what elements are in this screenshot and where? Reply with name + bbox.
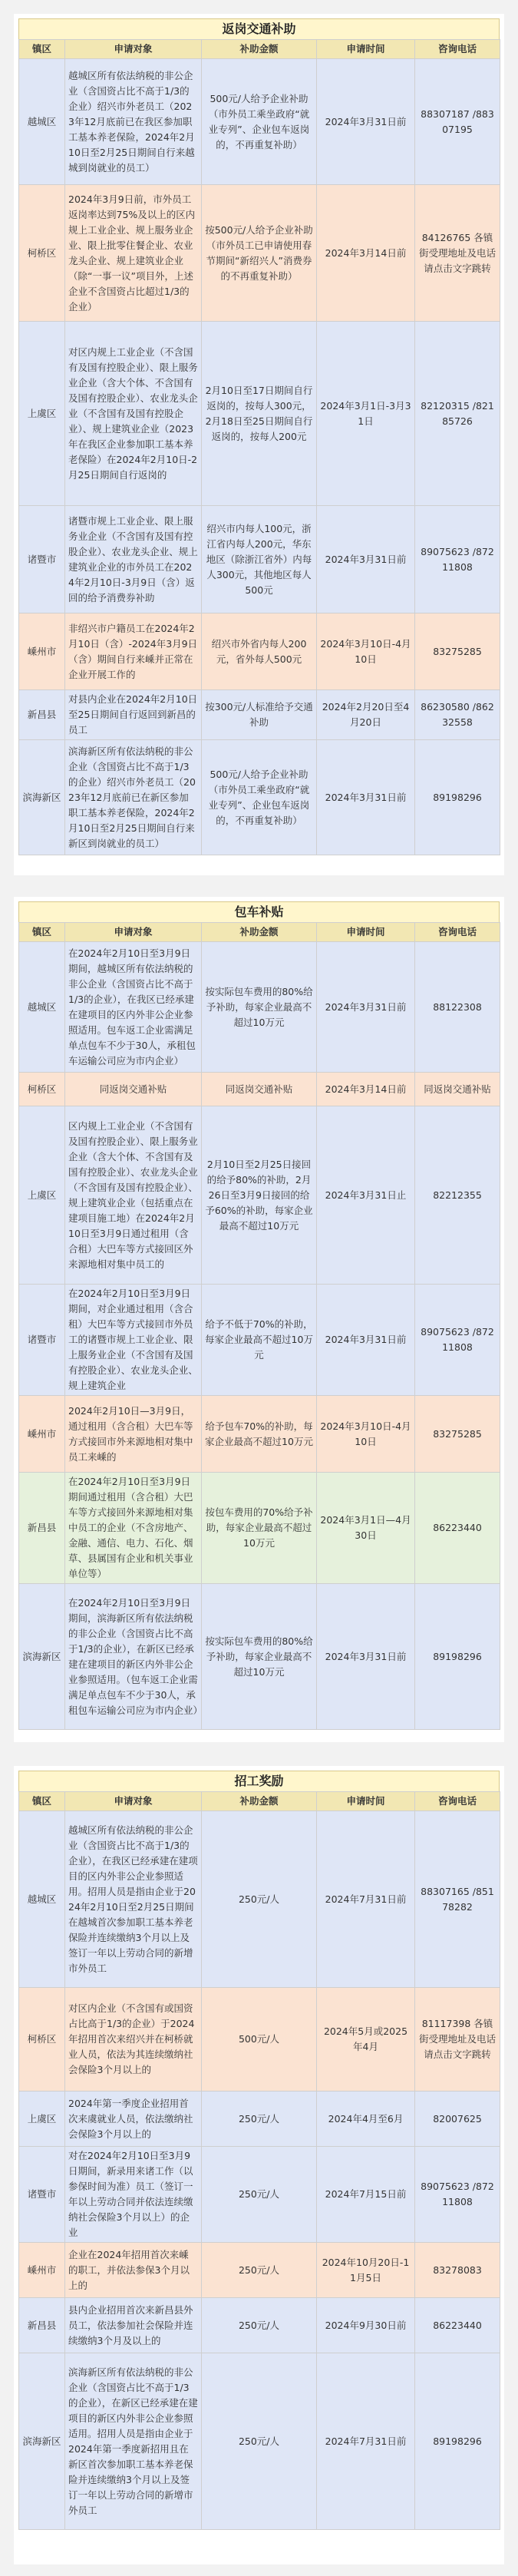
cell-phone: 86223440: [415, 1473, 500, 1584]
cell-time: 2024年3月31日前: [317, 59, 415, 185]
cell-phone[interactable]: 84126765 各镇街受理地址及电话请点击文字跳转: [415, 185, 500, 322]
cell-phone: 89075623 /87211808: [415, 506, 500, 613]
cell-region: 滨海新区: [19, 1584, 65, 1730]
cell-phone: 89075623 /87211808: [415, 1285, 500, 1396]
cell-time: 2024年7月31日前: [317, 2353, 415, 2530]
cell-phone: 83275285: [415, 613, 500, 690]
table-row: [19, 185, 500, 322]
cell-target: 越城区所有依法纳税的非公企业（含国资占比不高于1/3的企业）绍兴市外老员工（2023年12月底前已在我区参加职工基本养老保险，2024年2月10日至2月25日期间自行来越城到岗就业的员工）: [65, 59, 202, 185]
table-row: [19, 322, 500, 506]
cell-amount: 同返岗交通补贴: [202, 1073, 317, 1106]
cell-phone: 89198296: [415, 740, 500, 855]
table-row: [19, 1988, 500, 2092]
cell-time: 2024年3月1日—4月30日: [317, 1473, 415, 1584]
table-row: [19, 1073, 500, 1106]
header-target: 申请对象: [65, 1792, 202, 1811]
cell-amount: 500元/人给予企业补助（市外员工乘坐政府“就业专列”、企业包车返岗的，不再重复补助）: [202, 59, 317, 185]
table-row: [19, 2243, 500, 2298]
table-row: [19, 740, 500, 855]
header-phone: 咨询电话: [415, 923, 500, 942]
cell-amount: 按500元/人给予企业补助（市外员工已申请使用春节期间“新绍兴人”消费券的不再重复补助）: [202, 185, 317, 322]
cell-target: 在2024年2月10日至3月9日期间通过租用（含合租）大巴车等方式接回外来源地相对集中员工的企业（不含房地产、金融、通信、电力、石化、烟草、县属国有企业和机关事业单位等）: [65, 1473, 202, 1584]
cell-time: 2024年5月或2025年4月: [317, 1988, 415, 2092]
header-phone: 咨询电话: [415, 1792, 500, 1811]
table-row: [19, 2353, 500, 2530]
header-target: 申请对象: [65, 40, 202, 59]
header-region: 镇区: [19, 40, 65, 59]
table-header-row: [19, 1792, 500, 1811]
cell-time: 2024年2月20日至4月20日: [317, 690, 415, 740]
table-row: [19, 942, 500, 1073]
cell-amount: 给予包车70%的补助，每家企业最高不超过10万元: [202, 1396, 317, 1473]
cell-target: 2024年第一季度企业招用首次来虞就业人员，依法缴纳社会保险3个月以上的: [65, 2092, 202, 2147]
table-row: [19, 1396, 500, 1473]
header-time: 申请时间: [317, 1792, 415, 1811]
cell-amount: 绍兴市外省内每人200元，省外每人500元: [202, 613, 317, 690]
cell-amount: 250元/人: [202, 2298, 317, 2353]
subsidy-table: [18, 922, 500, 1730]
cell-region: 滨海新区: [19, 740, 65, 855]
cell-region: 新昌县: [19, 690, 65, 740]
cell-phone: 83275285: [415, 1396, 500, 1473]
cell-amount: 给予不低于70%的补助，每家企业最高不超过10万元: [202, 1285, 317, 1396]
cell-target: 对区内规上工业企业（不含国有及国有控股企业）、限上服务业企业（含大个体、不含国有及国有控股企业）、农业龙头企业（不含国有及国有控股企业）、规上建筑业企业（2023年在我区企业参加职工基本养老保险）在2024年2月10日-2月25日期间自行返岗的: [65, 322, 202, 506]
cell-region: 新昌县: [19, 2298, 65, 2353]
cell-region: 上虞区: [19, 1106, 65, 1285]
table-row: [19, 1584, 500, 1730]
cell-time: 2024年3月31日前: [317, 942, 415, 1073]
cell-phone: 82120315 /82185726: [415, 322, 500, 506]
cell-region: 嵊州市: [19, 2243, 65, 2298]
table-row: [19, 2298, 500, 2353]
cell-time: 2024年3月31日前: [317, 1285, 415, 1396]
cell-region: 越城区: [19, 1811, 65, 1988]
table-row: [19, 1106, 500, 1285]
subsidy-table: [18, 1791, 500, 2530]
table-header-row: [19, 923, 500, 942]
cell-amount: 500元/人给予企业补助（市外员工乘坐政府“就业专列”、企业包车返岗的，不再重复补助）: [202, 740, 317, 855]
table-row: [19, 613, 500, 690]
section-title: 包车补贴: [18, 901, 500, 922]
cell-time: 2024年4月至6月: [317, 2092, 415, 2147]
cell-time: 2024年3月14日前: [317, 1073, 415, 1106]
cell-region: 诸暨市: [19, 506, 65, 613]
cell-region: 上虞区: [19, 2092, 65, 2147]
cell-target: 同返岗交通补贴: [65, 1073, 202, 1106]
cell-phone: 89198296: [415, 2353, 500, 2530]
cell-region: 嵊州市: [19, 1396, 65, 1473]
cell-time: 2024年3月14日前: [317, 185, 415, 322]
cell-amount: 按实际包车费用的80%给予补助，每家企业最高不超过10万元: [202, 1584, 317, 1730]
cell-target: 在2024年2月10日至3月9日期间，对企业通过租用（含合租）大巴车等方式接回市外员工的诸暨市规上工业企业、限上服务业企业（不含国有及国有控股企业）、农业龙头企业、规上建筑企业: [65, 1285, 202, 1396]
cell-amount: 绍兴市内每人100元，浙江省内每人200元，华东地区（除浙江省外）内每人300元，其他地区每人500元: [202, 506, 317, 613]
cell-region: 滨海新区: [19, 2353, 65, 2530]
cell-time: 2024年3月10日-4月10日: [317, 1396, 415, 1473]
table-header-row: [19, 40, 500, 59]
cell-phone: 同返岗交通补贴: [415, 1073, 500, 1106]
cell-phone: 82212355: [415, 1106, 500, 1285]
cell-phone[interactable]: 81117398 各镇街受理地址及电话请点击文字跳转: [415, 1988, 500, 2092]
cell-region: 柯桥区: [19, 185, 65, 322]
section-recruitment-reward: [14, 1766, 504, 2564]
cell-target: 非绍兴市户籍员工在2024年2月10日（含）-2024年3月9日（含）期间自行来嵊并正常在企业开展工作的: [65, 613, 202, 690]
cell-target: 在2024年2月10日至3月9日期间，滨海新区所有依法纳税的非公企业（含国资占比不高于1/3的企业），在新区已经承建在建项目的新区内外非公企业参照适用。（包车返工企业需满足单点包车不少于30人，承租包车运输公司应为市内企业）: [65, 1584, 202, 1730]
cell-target: 诸暨市规上工业企业、限上服务业企业（不含国有及国有控股企业）、农业龙头企业、规上建筑业企业的市外员工在2024年2月10日-3月9日（含）返回的给予消费券补助: [65, 506, 202, 613]
header-region: 镇区: [19, 1792, 65, 1811]
cell-phone: 82007625: [415, 2092, 500, 2147]
cell-time: 2024年9月30日前: [317, 2298, 415, 2353]
cell-amount: 按包车费用的70%给予补助，每家企业最高不超过10万元: [202, 1473, 317, 1584]
cell-time: 2024年3月1日-3月31日: [317, 322, 415, 506]
table-row: [19, 690, 500, 740]
cell-amount: 2月10日至17日期间自行返岗的，按每人300元，2月18日至25日期间自行返岗的，按每人200元: [202, 322, 317, 506]
cell-amount: 按实际包车费用的80%给予补助，每家企业最高不超过10万元: [202, 942, 317, 1073]
cell-time: 2024年3月31日前: [317, 506, 415, 613]
cell-phone: 89198296: [415, 1584, 500, 1730]
table-row: [19, 2147, 500, 2243]
header-amount: 补助金额: [202, 40, 317, 59]
cell-amount: 250元/人: [202, 2147, 317, 2243]
table-row: [19, 506, 500, 613]
cell-region: 嵊州市: [19, 613, 65, 690]
cell-amount: 250元/人: [202, 2243, 317, 2298]
cell-phone: 88307165 /85178282: [415, 1811, 500, 1988]
cell-amount: 250元/人: [202, 1811, 317, 1988]
cell-target: 对区内企业（不含国有或国资占比高于1/3的企业）于2024年招用首次来绍兴并在柯桥就业人员，依法为其连续缴纳社会保险3个月以上的: [65, 1988, 202, 2092]
header-amount: 补助金额: [202, 1792, 317, 1811]
cell-phone: 89075623 /87211808: [415, 2147, 500, 2243]
cell-target: 越城区所有依法纳税的非公企业（含国资占比不高于1/3的企业），在我区已经承建在建项目的区内外非公企业参照适用。招用人员是指由企业于2024年2月10日至2月25日期间在越城首次参加职工基本养老保险并连续缴纳3个月以上及签订一年以上劳动合同的新增市外员工: [65, 1811, 202, 1988]
table-row: [19, 1473, 500, 1584]
cell-amount: 250元/人: [202, 2092, 317, 2147]
cell-amount: 250元/人: [202, 2353, 317, 2530]
header-target: 申请对象: [65, 923, 202, 942]
cell-target: 滨海新区所有依法纳税的非公企业（含国资占比不高于1/3的企业）绍兴市外老员工（2023年12月底前已在新区参加职工基本养老保险，2024年2月10日至2月25日期间自行来新区到岗就业的员工）: [65, 740, 202, 855]
header-time: 申请时间: [317, 40, 415, 59]
cell-target: 区内规上工业企业（不含国有及国有控股企业）、限上服务业企业（含大个体、不含国有及国有控股企业）、农业龙头企业（不含国有及国有控股企业）、规上建筑业企业（包括重点在建项目施工地）在2024年2月10日至3月9日通过租用（含合租）大巴车等方式接回区外来源地相对集中员工的: [65, 1106, 202, 1285]
cell-time: 2024年10月20日-11月5日: [317, 2243, 415, 2298]
cell-region: 柯桥区: [19, 1073, 65, 1106]
cell-target: 在2024年2月10日至3月9日期间，越城区所有依法纳税的非公企业（含国资占比不高于1/3的企业），在我区已经承建在建项目的区内外非公企业参照适用。包车返工企业需满足单点包车不少于30人，承租包车运输公司应为市内企业）: [65, 942, 202, 1073]
section-title: 返岗交通补助: [18, 18, 500, 39]
header-region: 镇区: [19, 923, 65, 942]
cell-phone: 88122308: [415, 942, 500, 1073]
cell-time: 2024年3月31日止: [317, 1106, 415, 1285]
cell-time: 2024年7月31日前: [317, 1811, 415, 1988]
cell-target: 对县内企业在2024年2月10日至25日期间自行返回到新昌的员工: [65, 690, 202, 740]
cell-phone: 88307187 /88307195: [415, 59, 500, 185]
cell-phone: 86223440: [415, 2298, 500, 2353]
cell-target: 企业在2024年招用首次来嵊的职工，并依法参保3个月以上的: [65, 2243, 202, 2298]
section-return-transport-subsidy: [14, 14, 504, 875]
cell-time: 2024年3月10日-4月10日: [317, 613, 415, 690]
cell-region: 诸暨市: [19, 1285, 65, 1396]
cell-target: 县内企业招用首次来新昌县外员工，依法参加社会保险并连续缴纳3个月及以上的: [65, 2298, 202, 2353]
cell-target: 滨海新区所有依法纳税的非公企业（含国资占比不高于1/3的企业），在新区已经承建在建项目的新区内外非公企业参照适用。招用人员是指由企业于2024年第一季度新招用且在新区首次参加职工基本养老保险并连续缴纳3个月以上及签订一年以上劳动合同的新增市外员工: [65, 2353, 202, 2530]
cell-time: 2024年3月31日前: [317, 1584, 415, 1730]
section-charter-bus-subsidy: [14, 897, 504, 1742]
table-row: [19, 59, 500, 185]
cell-time: 2024年3月31日前: [317, 740, 415, 855]
cell-target: 对在2024年2月10日至3月9日期间，新录用来诸工作（以参保时间为准）员工（签订一年以上劳动合同并依法连续缴纳社会保险3个月以上）的企业: [65, 2147, 202, 2243]
table-row: [19, 2092, 500, 2147]
cell-region: 上虞区: [19, 322, 65, 506]
cell-phone: 86230580 /86232558: [415, 690, 500, 740]
cell-region: 诸暨市: [19, 2147, 65, 2243]
section-title: 招工奖励: [18, 1771, 500, 1791]
cell-region: 越城区: [19, 942, 65, 1073]
cell-region: 柯桥区: [19, 1988, 65, 2092]
header-phone: 咨询电话: [415, 40, 500, 59]
cell-time: 2024年7月15日前: [317, 2147, 415, 2243]
cell-amount: 按300元/人标准给予交通补助: [202, 690, 317, 740]
cell-region: 新昌县: [19, 1473, 65, 1584]
table-row: [19, 1811, 500, 1988]
header-time: 申请时间: [317, 923, 415, 942]
cell-target: 2024年2月10日—3月9日，通过租用（含合租）大巴车等方式接回市外来源地相对集中员工来嵊的: [65, 1396, 202, 1473]
subsidy-table: [18, 39, 500, 855]
cell-amount: 500元/人: [202, 1988, 317, 2092]
header-amount: 补助金额: [202, 923, 317, 942]
table-row: [19, 1285, 500, 1396]
cell-phone: 83278083: [415, 2243, 500, 2298]
cell-region: 越城区: [19, 59, 65, 185]
cell-amount: 2月10日至2月25日接回的给予80%的补助，2月26日至3月9日接回的给予60%的补助，每家企业最高不超过10万元: [202, 1106, 317, 1285]
cell-target: 2024年3月9日前，市外员工返岗率达到75%及以上的区内规上工业企业、规上服务业企业、限上批零住餐企业、农业龙头企业、规上建筑业企业（除“一事一议”项目外，上述企业不含国资占比超过1/3的企业）: [65, 185, 202, 322]
